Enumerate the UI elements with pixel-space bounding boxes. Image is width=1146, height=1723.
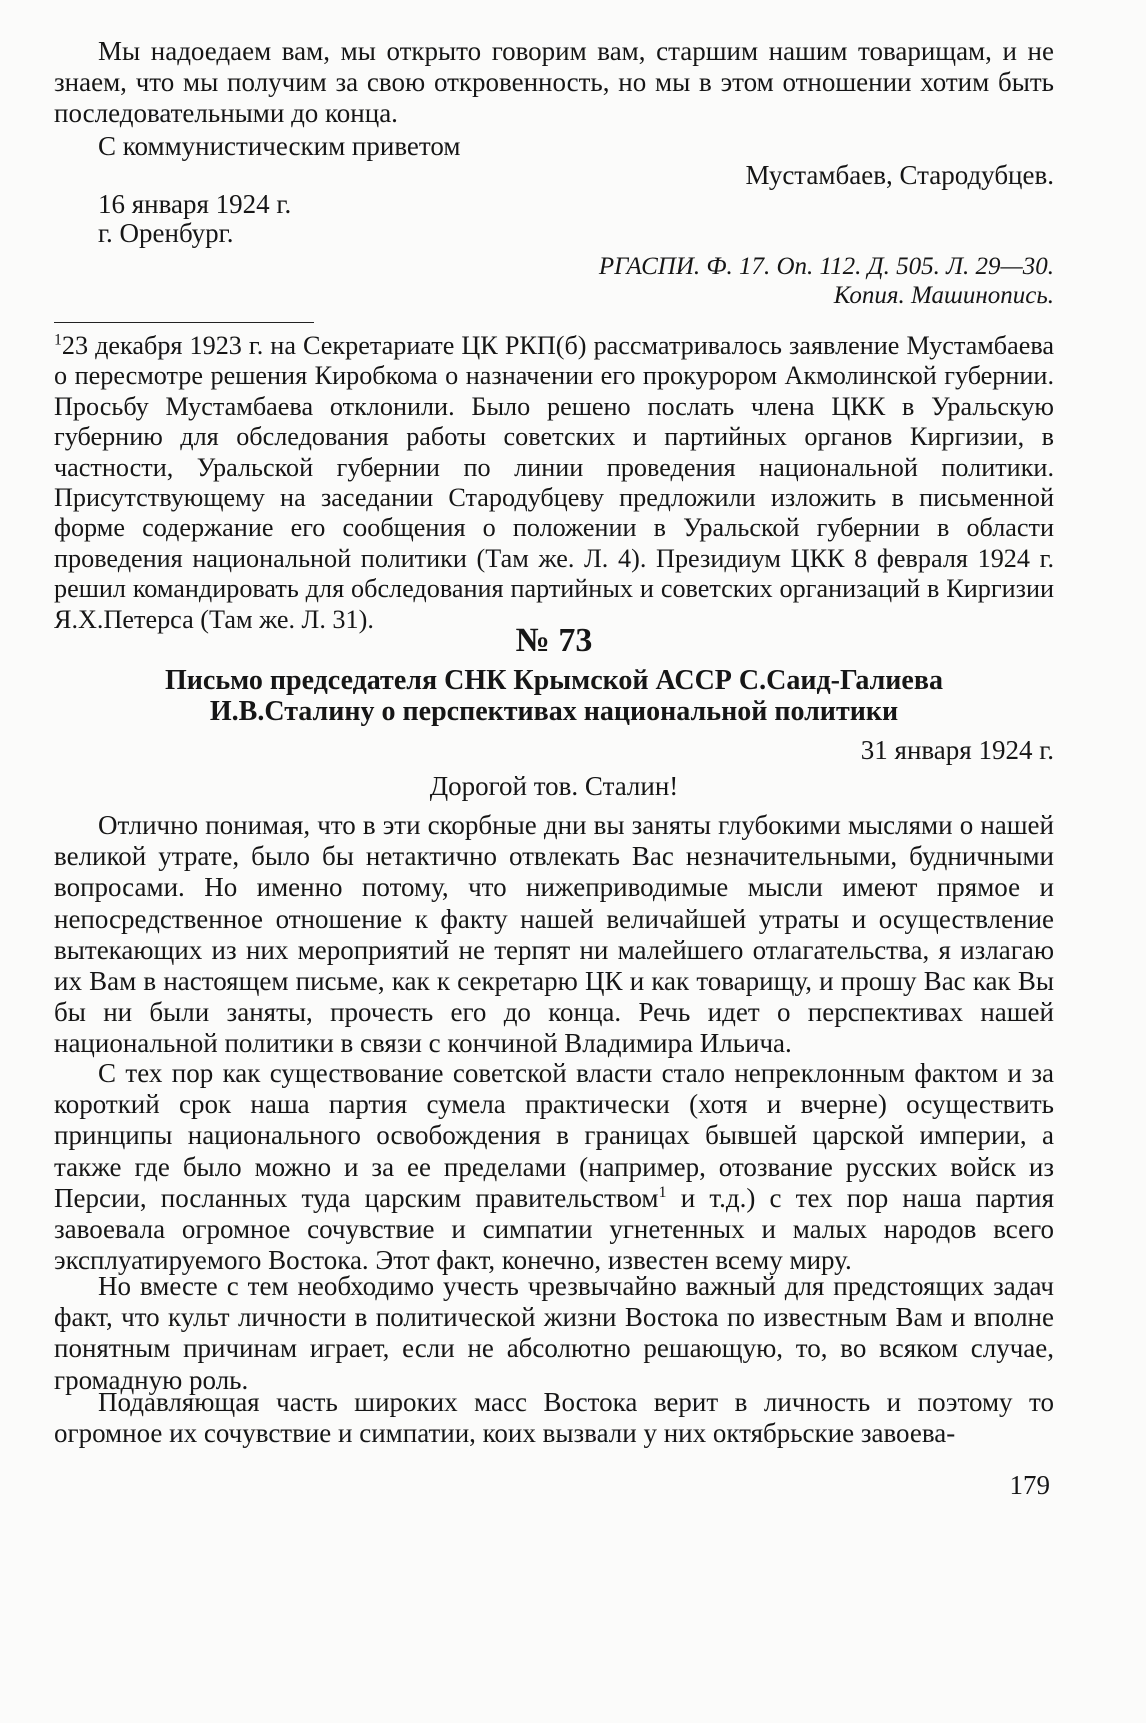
archive-reference: РГАСПИ. Ф. 17. Оп. 112. Д. 505. Л. 29—30.: [598, 253, 1054, 280]
letter-place: г. Оренбург.: [98, 218, 234, 248]
closing-salutation: С коммунистическим приветом: [98, 131, 461, 161]
document-number: № 73: [515, 622, 593, 659]
footnote: [54, 331, 1054, 635]
body-paragraph-2-part-1: С тех пор как существование советской власти стало непреклонным фактом и за короткий срок наша партия сумела практически (хотя и вчерне) осуществить принципы национального освобождения в границах бывшей царской империи, а также где было можно и за ее пределами (например, отозвание русских войск из Персии, посланных туда царским правительством: [54, 1058, 1054, 1213]
letter-date: 16 января 1924 г.: [98, 189, 292, 219]
footnote-divider: [54, 322, 314, 323]
body-paragraph-2: [54, 1058, 1054, 1276]
closing-paragraph: Мы надоедаем вам, мы открыто говорим вам, старшим нашим товарищам, и не знаем, что мы получим за свою откровенность, но мы в этом отношении хотим быть последовательными до конца.: [54, 36, 1054, 129]
footnote-text: 23 декабря 1923 г. на Секретариате ЦК РКП(б) рассматривалось заявление Мустамбаева о пересмотре решения Киробкома о назначении его прокурором Акмолинской губернии. Просьбу Мустамбаева отклонили. Было решено послать члена ЦКК в Уральскую губернию для обследования работы советских и партийных органов Киргизии, в частности, Уральской губернии по линии проведения национальной политики. Присутствующему на заседании Стародубцеву предложили изложить в письменной форме содержание его сообщения о положении в Уральской губернии в области проведения национальной политики (Там же. Л. 4). Президиум ЦКК 8 февраля 1924 г. решил командировать для обследования партийных и советских организаций в Киргизии Я.Х.Петерса (Там же. Л. 31).: [54, 331, 1054, 634]
endnote-marker: 1: [658, 1182, 667, 1201]
document-title-line-1: Письмо председателя СНК Крымской АССР С.Саид-Галиева: [165, 665, 943, 696]
body-paragraph-3: Но вместе с тем необходимо учесть чрезвычайно важный для предстоящих задач факт, что культ личности в политической жизни Востока по известным Вам и вполне понятным причинам играет, если не абсолютно решающую, то, во всяком случае, громадную роль.: [54, 1271, 1054, 1395]
document-date: 31 января 1924 г.: [860, 735, 1054, 765]
body-paragraph-1: Отлично понимая, что в эти скорбные дни вы заняты глубокими мыслями о нашей великой утрате, было бы нетактично отвлекать Вас незначительными, будничными вопросами. Но именно потому, что нижеприводимые мысли имеют прямое и непосредственное отношение к факту нашей величайшей утраты и осуществление вытекающих из них мероприятий не терпят ни малейшего отлагательства, я излагаю их Вам в настоящем письме, как к секретарю ЦК и как товарищу, и прошу Вас как Вы бы ни были заняты, прочесть его до конца. Речь идет о перспективах нашей национальной политики в связи с кончиной Владимира Ильича.: [54, 810, 1054, 1059]
greeting: Дорогой тов. Сталин!: [429, 771, 679, 801]
body-paragraph-2-part-2: и т.д.) с тех пор наша партия завоевала огромное сочувствие и симпатии угнетенных и малых народов всего эксплуатируемого Востока. Этот факт, конечно, известен всему миру.: [54, 1182, 1054, 1276]
page-number: 179: [1009, 1470, 1050, 1500]
body-paragraph-4: Подавляющая часть широких масс Востока верит в личность и поэтому то огромное их сочувствие и симпатии, коих вызвали у них октябрьские завоева-: [54, 1387, 1054, 1449]
signatories: Мустамбаев, Стародубцев.: [745, 160, 1054, 190]
copy-note: Копия. Машинопись.: [833, 282, 1054, 309]
document-title-line-2: И.В.Сталину о перспективах национальной политики: [209, 696, 899, 727]
footnote-marker: 1: [54, 331, 62, 349]
